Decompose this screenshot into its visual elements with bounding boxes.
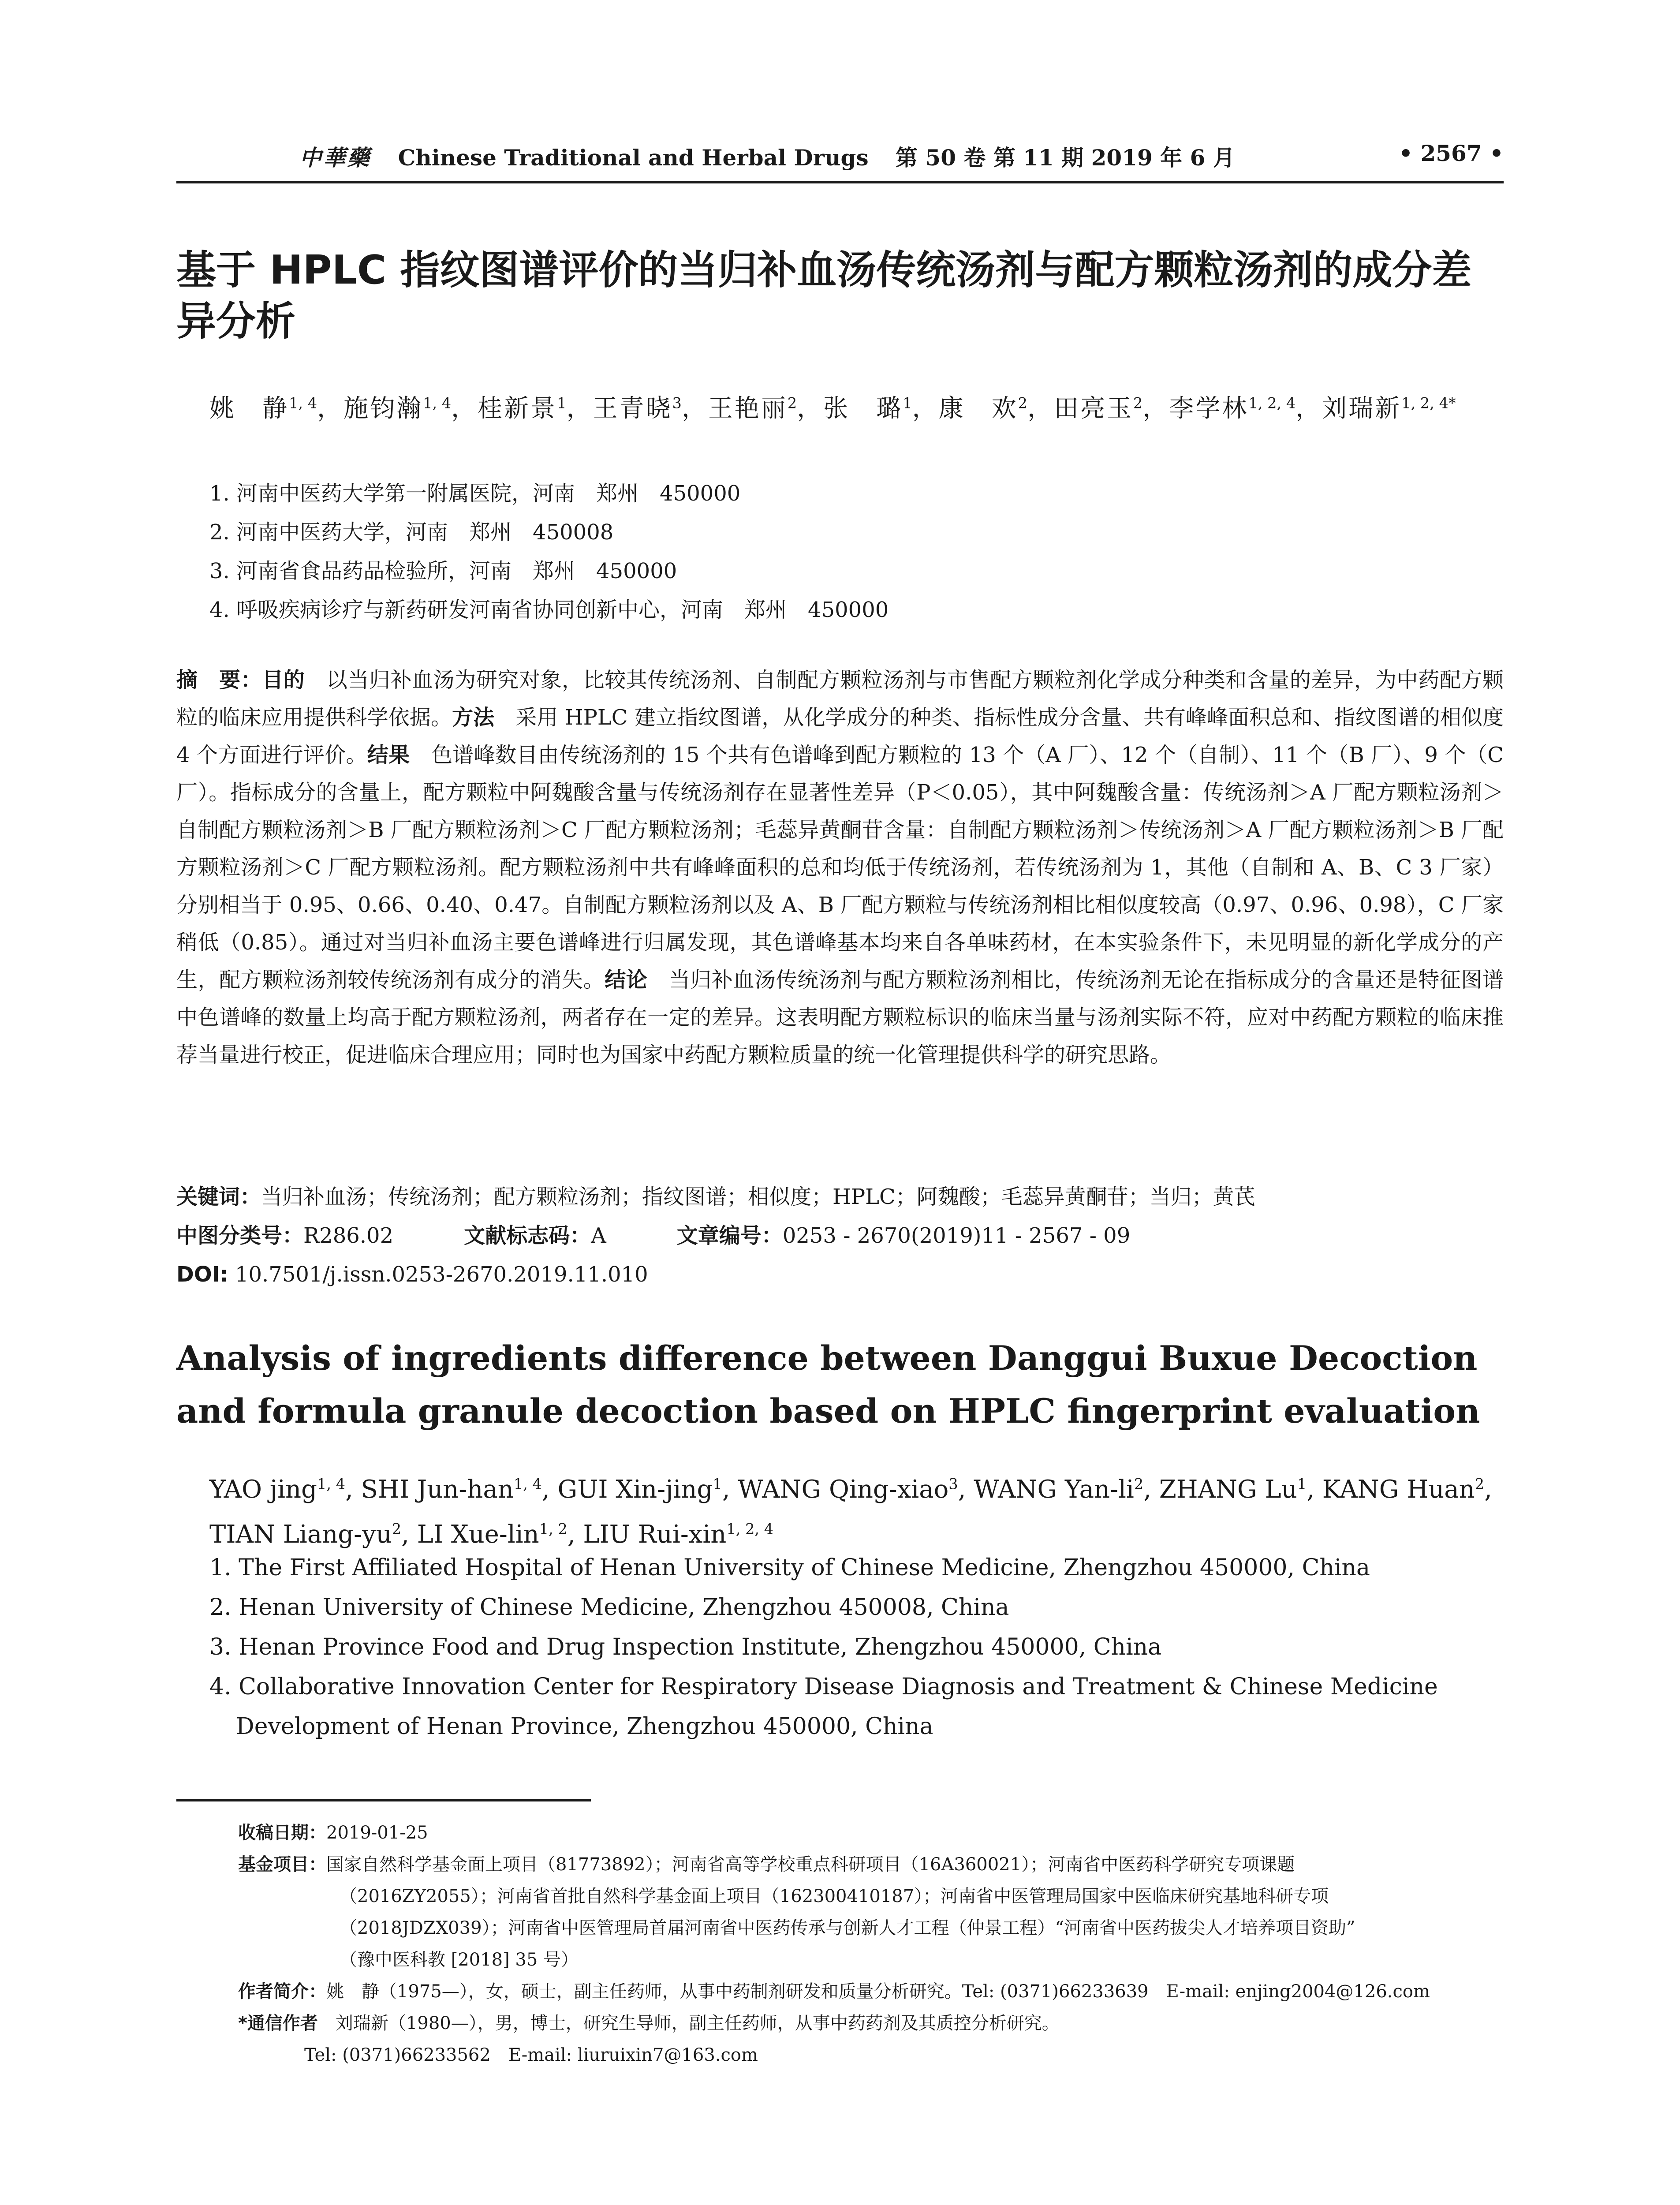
chinese-affiliations [209,474,1510,629]
author-affiliation-marker: 1, 2 [539,1520,567,1538]
author-affiliation-marker: 2 [1133,394,1143,411]
keywords-text: 当归补血汤；传统汤剂；配方颗粒汤剂；指纹图谱；相似度；HPLC；阿魏酸；毛蕊异黄酮苷；当归；黄芪 [261,1185,1255,1209]
article-no-label: 文章编号： [676,1223,783,1248]
author-name: GUI Xin-jing$^1$ [557,1475,722,1504]
doi-label: DOI: [176,1262,228,1287]
journal-issue: 第 50 卷 第 11 期 2019 年 6 月 [896,145,1235,171]
author-affiliation-marker: 2 [1475,1475,1485,1492]
chinese-affiliation: 2. 河南中医药大学，河南 郑州 450008 [209,520,614,545]
author-affiliation-marker: 1, 2, 4 [1248,394,1296,411]
footnotes [238,1817,1508,2071]
keywords-label: 关键词： [176,1185,261,1209]
author-name: YAO jing$^{1, 4}$ [209,1475,346,1504]
english-affiliation: 3. Henan Province Food and Drug Inspection Institute, Zhengzhou 450000, China [209,1634,1162,1660]
author-affiliation-marker: 1, 4 [317,1475,346,1492]
author-affiliation-marker: 1, 4 [423,394,452,411]
chinese-abstract [176,662,1504,1074]
author-name: 桂新景$^1$ [478,394,567,423]
author-name: 王青晓$^3$ [593,394,682,423]
author-name: 田亮玉$^2$ [1054,394,1143,423]
article-metadata [176,1177,1504,1294]
chinese-author-list: 姚 静$^{1, 4}$，施钧瀚$^{1, 4}$，桂新景$^1$，王青晓$^3$，王艳丽$^2$，张 璐$^1$，康 欢$^2$，田亮玉$^2$，李学林$^{1, 2, 4}$，刘瑞新$^{1, 2, 4*}$ [209,394,1456,423]
author-affiliation-marker: 1, 2, 4 [726,1520,774,1538]
author-name: 王艳丽$^2$ [708,394,797,423]
fund-label: 基金项目： [238,1854,326,1875]
running-header [176,132,1504,183]
fund-text: 国家自然科学基金面上项目（81773892）；河南省高等学校重点科研项目（16A360021）；河南省中医药科学研究专项课题 [326,1854,1295,1875]
fund-line: （豫中医科教 [2018] 35 号） [340,1950,579,1970]
corresponding-label: *通信作者 [238,2013,318,2033]
chinese-affiliation: 1. 河南中医药大学第一附属医院，河南 郑州 450000 [209,481,741,506]
author-name: SHI Jun-han$^{1, 4}$ [361,1475,542,1504]
fund-line: （2018JDZX039）；河南省中医管理局首届河南省中医药传承与创新人才工程（仲景工程）“河南省中医药拔尖人才培养项目资助” [340,1918,1355,1938]
author-affiliation-marker: 3 [672,394,682,411]
article-no-value: 0253 - 2670(2019)11 - 2567 - 09 [782,1223,1131,1248]
english-author-list: YAO jing$^{1, 4}$, SHI Jun-han$^{1, 4}$, GUI Xin-jing$^1$, WANG Qing-xiao$^3$, WANG Yan-$li^2$, ZHANG Lu$^1$, KANG Huan$^2$, TIAN Liang-$yu^2$, LI Xue-lin$^{1, 2}$, LIU Rui-xin$^{1, 2, 4}$ [209,1475,1492,1549]
received-label: 收稿日期： [238,1823,326,1843]
conclusion-label: 结论 [605,968,648,992]
english-title: Analysis of ingredients difference between Danggui Buxue Decoction and formula granule decoction based on HPLC fingerprint evaluation [176,1338,1480,1431]
result-label: 结果 [367,743,410,767]
keywords-row [176,1177,1504,1216]
english-affiliation: 2. Henan University of Chinese Medicine, Zhengzhou 450008, China [209,1594,1009,1621]
fund-line [238,1849,1508,1880]
author-affiliation-marker: 1, 4 [513,1475,542,1492]
author-affiliation-marker: 1 [713,1475,722,1492]
author-name: ZHANG Lu$^1$ [1159,1475,1307,1504]
author-bio [238,1976,1508,2007]
author-name: LI Xue-lin$^{1, 2}$ [417,1520,567,1549]
author-affiliation-marker: 1 [557,394,567,411]
doi-row [176,1255,1504,1294]
author-affiliation-marker: 2 [1018,394,1028,411]
author-affiliation-marker: 3 [948,1475,958,1492]
journal-english-name: Chinese Traditional and Herbal Drugs [398,145,869,171]
author-affiliation-marker: 2 [392,1520,402,1538]
corresponding-text: 刘瑞新（1980—），男，博士，研究生导师，副主任药师，从事中药药剂及其质控分析研究。 [317,2013,1060,2033]
author-affiliation-marker: 2 [787,394,797,411]
english-affiliations [209,1548,1510,1746]
received-value: 2019-01-25 [326,1823,428,1843]
author-name: 姚 静$^{1, 4}$ [209,394,317,423]
fund-line: （2016ZY2055）；河南省首批自然科学基金面上项目（162300410187）；河南省中医管理局国家中医临床研究基地科研专项 [340,1886,1329,1906]
journal-logo: 中華藥 [299,145,371,171]
conclusion-text: 当归补血汤传统汤剂与配方颗粒汤剂相比，传统汤剂无论在指标成分的含量还是特征图谱中色谱峰的数量上均高于配方颗粒汤剂，两者存在一定的差异。这表明配方颗粒标识的临床当量与汤剂实际不符，应对中药配方颗粒的临床推荐当量进行校正，促进临床合理应用；同时也为国家中药配方颗粒质量的统一化管理提供科学的研究思路。 [176,968,1504,1067]
chinese-title: 基于 HPLC 指纹图谱评价的当归补血汤传统汤剂与配方颗粒汤剂的成分差异分析 [176,247,1472,344]
classification-row [176,1216,1504,1255]
result-text: 色谱峰数目由传统汤剂的 15 个共有色谱峰到配方颗粒的 13 个（A 厂）、12 个（自制）、11 个（B 厂）、9 个（C 厂）。指标成分的含量上，配方颗粒中阿魏酸含量与传统汤剂存在显著性差异（P＜0.05），其中阿魏酸含量：传统汤剂＞A 厂配方颗粒汤剂＞自制配方颗粒汤剂＞B 厂配方颗粒汤剂＞C 厂配方颗粒汤剂；毛蕊异黄酮苷含量：自制配方颗粒汤剂＞传统汤剂＞A 厂配方颗粒汤剂＞B 厂配方颗粒汤剂＞C 厂配方颗粒汤剂。配方颗粒汤剂中共有峰峰面积的总和均低于传统汤剂，若传统汤剂为 1，其他（自制和 A、B、C 3 厂家）分别相当于 0.95、0.66、0.40、0.47。自制配方颗粒汤剂以及 A、B 厂配方颗粒与传统汤剂相比相似度较高（0.97、0.96、0.98），C 厂家稍低（0.85）。通过对当归补血汤主要色谱峰进行归属发现，其色谱峰基本均来自各单味药材，在本实验条件下，未见明显的新化学成分的产生，配方颗粒汤剂较传统汤剂有成分的消失。 [176,743,1504,992]
author-name: 刘瑞新$^{1, 2, 4*}$ [1322,394,1456,423]
method-text: 采用 HPLC 建立指纹图谱，从化学成分的种类、指标性成分含量、共有峰峰面积总和、指纹图谱的相似度 4 个方面进行评价。 [176,705,1504,767]
method-label: 方法 [452,705,495,730]
author-bio-text: 姚 静（1975—），女，硕士，副主任药师，从事中药制剂研发和质量分析研究。Tel: (0371)66233639 E-mail: enjing2004@126.com [326,1981,1430,2002]
author-name: 李学林$^{1, 2, 4}$ [1169,394,1296,423]
footnote-divider [176,1799,591,1801]
author-affiliation-marker: 1 [1297,1475,1307,1492]
author-name: KANG Huan$^2$ [1322,1475,1485,1504]
author-name: WANG Qing-xiao$^3$ [738,1475,958,1504]
objective-text: 以当归补血汤为研究对象，比较其传统汤剂、自制配方颗粒汤剂与市售配方颗粒剂化学成分种类和含量的差异，为中药配方颗粒的临床应用提供科学依据。 [176,668,1504,730]
english-affiliation: 4. Collaborative Innovation Center for Respiratory Disease Diagnosis and Treatment & Chinese Medicine Development of Henan Province, Zhengzhou 450000, China [209,1674,1438,1740]
received-date [238,1817,1508,1849]
author-name: LIU Rui-xin$^{1, 2, 4}$ [583,1520,774,1549]
author-affiliation-marker: 1, 2, 4* [1401,394,1456,411]
clc-label: 中图分类号： [176,1223,304,1248]
author-affiliation-marker: 1 [903,394,912,411]
clc-value: R286.02 [303,1223,394,1248]
journal-name [176,140,1358,172]
corresponding-contact: Tel: (0371)66233562 E-mail: liuruixin7@163.com [304,2045,758,2065]
doi-link[interactable]: 10.7501/j.issn.0253-2670.2019.11.010 [228,1262,648,1287]
corresponding-author [238,2007,1508,2039]
author-name: 张 璐$^1$ [823,394,912,423]
abstract-label: 摘 要： [176,668,262,692]
doc-code-value: A [591,1223,606,1248]
page-number: • 2567 • [1399,140,1504,166]
objective-label: 目的 [262,668,305,692]
author-name: 施钧瀚$^{1, 4}$ [343,394,452,423]
english-affiliation: 1. The First Affiliated Hospital of Henan University of Chinese Medicine, Zhengzhou 450000, China [209,1555,1370,1581]
chinese-affiliation: 3. 河南省食品药品检验所，河南 郑州 450000 [209,559,677,583]
chinese-affiliation: 4. 呼吸疾病诊疗与新药研发河南省协同创新中心，河南 郑州 450000 [209,598,889,622]
author-affiliation-marker: 1, 4 [289,394,317,411]
author-name: WANG Yan-$li^2$ [974,1475,1144,1504]
author-affiliation-marker: 2 [1134,1475,1144,1492]
author-name: 康 欢$^2$ [938,394,1028,423]
author-bio-label: 作者简介： [238,1981,326,2002]
author-name: TIAN Liang-$yu^2$ [209,1520,402,1549]
doc-code-label: 文献标志码： [464,1223,591,1248]
